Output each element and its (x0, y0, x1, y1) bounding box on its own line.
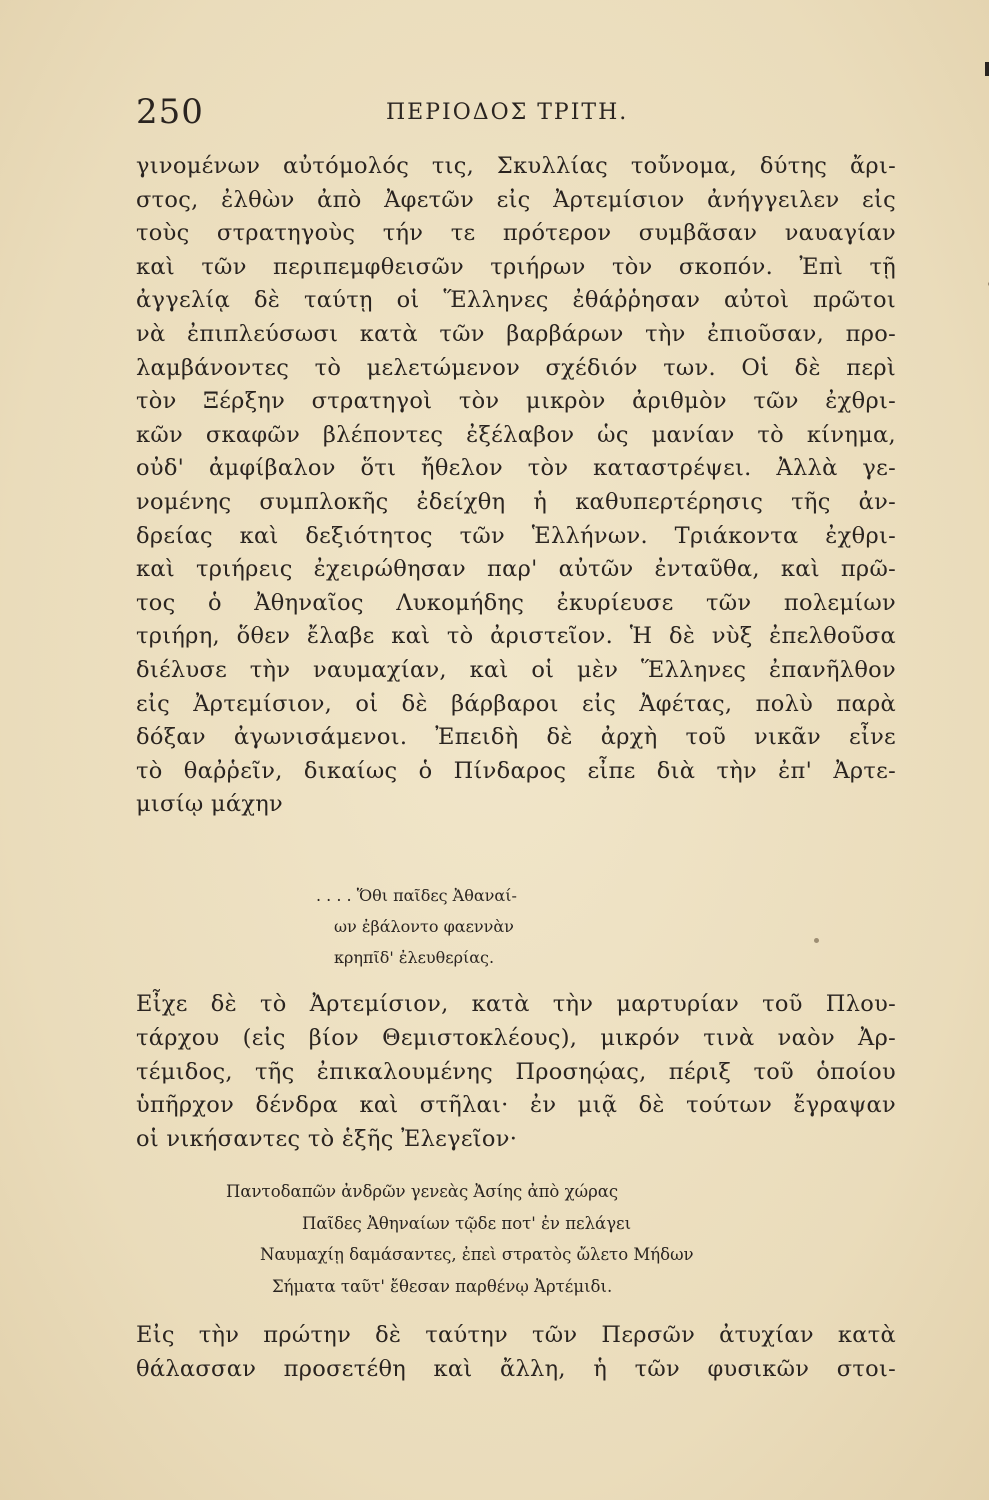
quote-line: . . . . Ὅθι παῖδες Ἀθαναί- (316, 886, 517, 905)
text-line: καὶ τῶν περιπεμφθεισῶν τριήρων τὸν σκοπόν. Ἐπὶ τῇ (136, 253, 896, 280)
text-line: οὐδ' ἀμφίβαλον ὅτι ἤθελον τὸν καταστρέψει. Ἀλλὰ γε- (136, 455, 896, 482)
text-line: μισίῳ μάχην (136, 791, 284, 818)
epigram-line: Σήματα ταῦτ' ἔθεσαν παρθένῳ Ἀρτέμιδι. (272, 1276, 613, 1296)
text-line: γινομένων αὐτόμολός τις, Σκυλλίας τοὔνομα, δύτης ἄρι- (136, 153, 896, 179)
text-line: νομένης συμπλοκῆς ἐδείχθη ἡ καθυπερτέρησις τῆς ἀν- (136, 488, 896, 515)
paragraph-1 (136, 150, 896, 822)
text-line: τὸν Ξέρξην στρατηγοὶ τὸν μικρὸν ἀριθμὸν τῶν ἐχθρι- (136, 388, 896, 415)
epigram-line: Ναυμαχίῃ δαμάσαντες, ἐπεὶ στρατὸς ὤλετο Μήδων (260, 1245, 694, 1264)
text-line: λαμβάνοντες τὸ μελετώμενον σχέδιόν των. Οἱ δὲ περὶ (136, 354, 896, 381)
text-line: ὑπῆρχον δένδρα καὶ στῆλαι· ἐν μιᾷ δὲ τούτων ἔγραψαν (136, 1092, 896, 1119)
text-line: κῶν σκαφῶν βλέποντες ἐξέλαβον ὡς μανίαν τὸ κίνημα, (136, 421, 896, 448)
text-line: δρείας καὶ δεξιότητος τῶν Ἑλλήνων. Τριάκοντα ἐχθρι- (136, 522, 896, 549)
text-line: θάλασσαν προσετέθη καὶ ἄλλη, ἡ τῶν φυσικῶν στοι- (136, 1356, 896, 1382)
text-line: Εἶχε δὲ τὸ Ἀρτεμίσιον, κατὰ τὴν μαρτυρίαν τοῦ Πλου- (136, 991, 896, 1017)
text-line: διέλυσε τὴν ναυμαχίαν, καὶ οἱ μὲν Ἕλληνες ἐπανῆλθον (136, 656, 896, 683)
page-number: 250 (136, 92, 204, 132)
running-head: ΠΕΡΙΟΔΟΣ ΤΡΙΤΗ. (386, 100, 629, 125)
text-line: εἰς Ἀρτεμίσιον, οἱ δὲ βάρβαροι εἰς Ἀφέτας, πολὺ παρὰ (136, 690, 896, 717)
text-line: δόξαν ἀγωνισάμενοι. Ἐπειδὴ δὲ ἀρχὴ τοῦ νικᾶν εἶνε (136, 724, 896, 751)
text-line: τοὺς στρατηγοὺς τήν τε πρότερον συμβᾶσαν ναυαγίαν (136, 220, 896, 247)
text-line: νὰ ἐπιπλεύσωσι κατὰ τῶν βαρβάρων τὴν ἐπιοῦσαν, προ- (136, 320, 896, 347)
paragraph-3 (136, 1318, 896, 1386)
page-edge-mark (985, 62, 989, 76)
epigram-line: Παντοδαπῶν ἀνδρῶν γενεὰς Ἀσίης ἀπὸ χώρας (226, 1182, 619, 1201)
paragraph-2 (136, 988, 896, 1157)
text-line: ἀγγελίᾳ δὲ ταύτῃ οἱ Ἕλληνες ἐθάῤῥησαν αὐτοὶ πρῶτοι (136, 287, 896, 314)
text-line: τος ὁ Ἀθηναῖος Λυκομήδης ἐκυρίευσε τῶν πολεμίων (136, 589, 896, 616)
text-line: καὶ τριήρεις ἐχειρώθησαν παρ' αὐτῶν ἐνταῦθα, καὶ πρῶ- (136, 556, 896, 583)
pindar-quote (316, 880, 696, 973)
text-line: τάρχου (εἰς βίον Θεμιστοκλέους), μικρόν τινὰ ναὸν Ἀρ- (136, 1024, 896, 1051)
paper-spot (814, 938, 819, 943)
text-line: τὸ θαῤῥεῖν, δικαίως ὁ Πίνδαρος εἶπε διὰ τὴν ἐπ' Ἀρτε- (136, 757, 896, 784)
quote-line: ων ἐβάλοντο φαεννὰν (334, 917, 514, 936)
elegy-epigram (226, 1176, 786, 1302)
quote-line: κρηπῖδ' ἐλευθερίας. (334, 948, 495, 967)
text-line: οἱ νικήσαντες τὸ ἑξῆς Ἐλεγεῖον· (136, 1126, 518, 1153)
text-line: τέμιδος, τῆς ἐπικαλουμένης Προσηῴας, πέριξ τοῦ ὁποίου (136, 1058, 896, 1085)
text-line: Εἰς τὴν πρώτην δὲ ταύτην τῶν Περσῶν ἀτυχίαν κατὰ (136, 1322, 896, 1348)
text-line: στος, ἐλθὼν ἀπὸ Ἀφετῶν εἰς Ἀρτεμίσιον ἀνήγγειλεν εἰς (136, 186, 896, 213)
epigram-line: Παῖδες Ἀθηναίων τῷδε ποτ' ἐν πελάγει (302, 1213, 632, 1233)
text-line: τριήρη, ὅθεν ἔλαβε καὶ τὸ ἀριστεῖον. Ἡ δὲ νὺξ ἐπελθοῦσα (136, 623, 896, 650)
page-header (136, 92, 896, 132)
